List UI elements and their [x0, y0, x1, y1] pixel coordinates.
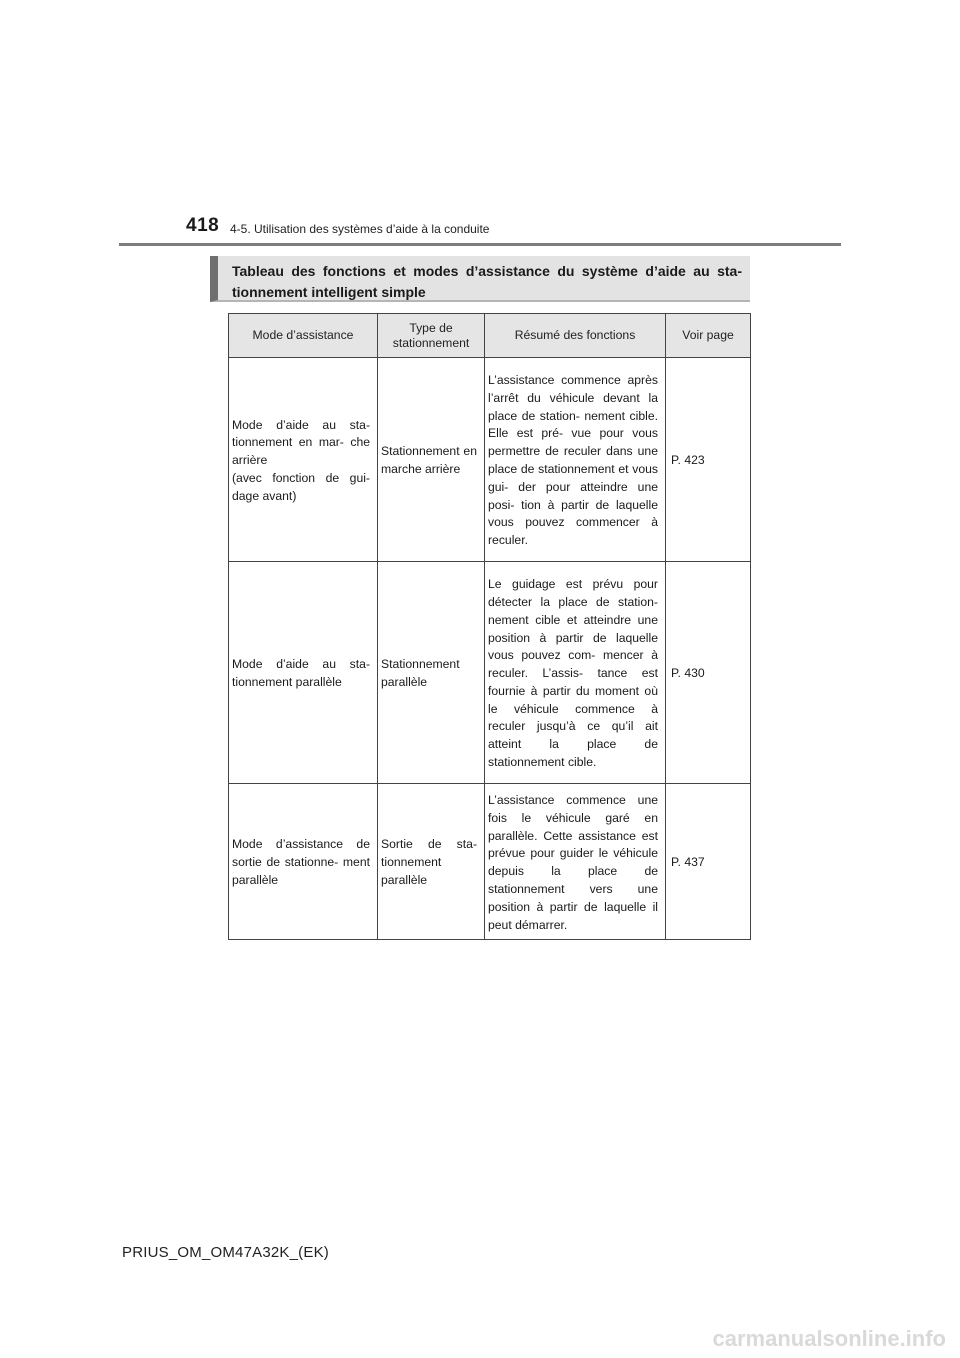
mode-line: Mode d’assistance de sortie de stationne- ment parallèle	[232, 837, 370, 888]
mode-line: Mode d’aide au sta- tionnement en mar- che arrière	[232, 417, 370, 468]
page-ref-cell: P. 430	[666, 562, 751, 784]
table-heading: Tableau des fonctions et modes d’assistance du système d’aide au sta- tionnement intelligent simple	[232, 263, 742, 300]
type-cell: Sortie de sta- tionnement parallèle	[378, 784, 485, 940]
summary-cell: L’assistance commence après l’arrêt du véhicule devant la place de station- nement cible. Elle est pré- vue pour vous permettre de reculer dans une place de stationnement et vous gui- der pour atteindre une posi- tion à partir de laquelle vous pouvez commencer à reculer.	[485, 358, 666, 562]
mode-line: (avec fonction de gui- dage avant)	[232, 470, 370, 503]
functions-table	[228, 313, 751, 940]
footer-doc-code: PRIUS_OM_OM47A32K_(EK)	[122, 1244, 329, 1261]
mode-line: Mode d’aide au sta- tionnement parallèle	[232, 657, 370, 689]
type-cell: Stationnement en marche arrière	[378, 358, 485, 562]
table-row	[229, 358, 751, 562]
column-header-page: Voir page	[666, 314, 751, 358]
page-ref-cell: P. 437	[666, 784, 751, 940]
header-rule	[119, 243, 841, 246]
table-row	[229, 784, 751, 940]
column-header-type: Type de stationnement	[378, 314, 485, 358]
mode-cell	[229, 358, 378, 562]
table-header-row	[229, 314, 751, 358]
summary-cell: L’assistance commence une fois le véhicule garé en parallèle. Cette assistance est prévue pour guider le véhicule depuis la place de stationnement vers une position à partir de laquelle il peut démarrer.	[485, 784, 666, 940]
page-number: 418	[186, 215, 220, 236]
table-heading-box	[210, 256, 750, 302]
summary-cell: Le guidage est prévu pour détecter la place de station- nement cible et atteindre une position à partir de laquelle vous pouvez com- mencer à reculer. L’assis- tance est fournie à partir du moment où le véhicule commence à reculer jusqu’à ce qu’il ait atteint la place de stationnement cible.	[485, 562, 666, 784]
mode-cell	[229, 784, 378, 940]
type-cell: Stationnement parallèle	[378, 562, 485, 784]
column-header-summary: Résumé des fonctions	[485, 314, 666, 358]
column-header-mode: Mode d’assistance	[229, 314, 378, 358]
section-title: 4-5. Utilisation des systèmes d’aide à la conduite	[230, 222, 490, 236]
mode-cell	[229, 562, 378, 784]
watermark: carmanualsonline.info	[712, 1326, 946, 1351]
page-ref-cell: P. 423	[666, 358, 751, 562]
table-row	[229, 562, 751, 784]
